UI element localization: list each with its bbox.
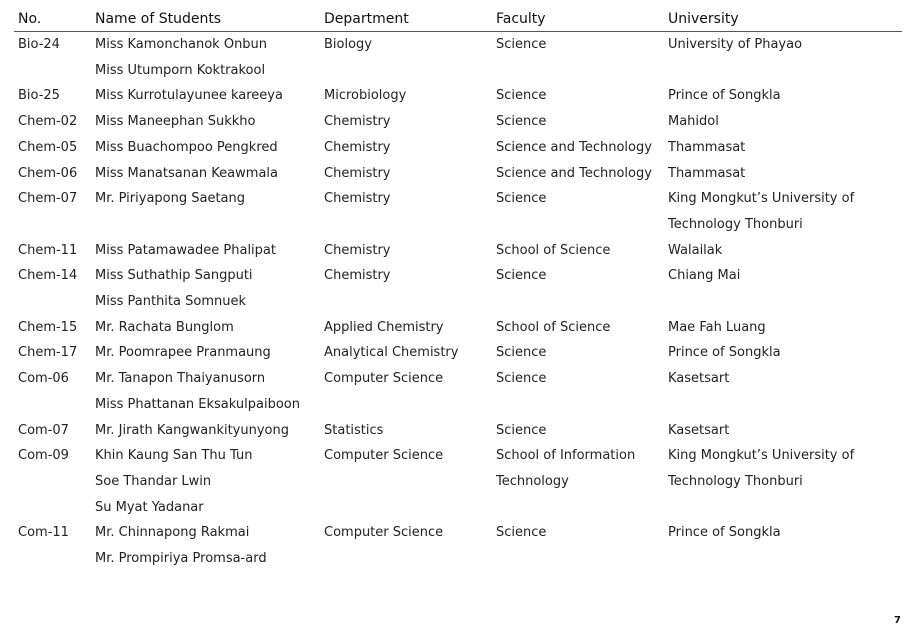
header-name: Name of Students (91, 5, 320, 32)
cell-department: Chemistry (324, 139, 391, 155)
cell-faculty (492, 392, 664, 418)
cell-student-name: Miss Maneephan Sukkho (95, 114, 256, 130)
cell-university: Prince of Songkla (668, 88, 781, 104)
cell-department: Computer Science (324, 448, 444, 464)
cell-university: Mahidol (668, 114, 719, 130)
cell-university (664, 392, 902, 418)
students-table (14, 5, 902, 572)
cell-no: Chem-15 (18, 319, 78, 335)
cell-faculty (492, 546, 664, 572)
table-row (14, 58, 902, 84)
cell-no: Bio-25 (18, 88, 60, 104)
cell-university: Walailak (668, 242, 723, 258)
cell-faculty: Science (496, 268, 547, 284)
cell-student-name (91, 212, 320, 238)
cell-department: Computer Science (324, 525, 444, 541)
cell-student-name: Miss Manatsanan Keawmala (95, 165, 278, 181)
table-row (14, 32, 902, 58)
table-row (14, 443, 902, 469)
cell-department: Chemistry (324, 242, 391, 258)
table-row (14, 263, 902, 289)
cell-university: Mae Fah Luang (668, 319, 766, 335)
cell-department (320, 289, 492, 315)
cell-faculty (492, 58, 664, 84)
table-header-row (14, 5, 902, 32)
cell-faculty: Science and Technology (496, 165, 652, 181)
cell-student-name: Mr. Prompiriya Promsa-ard (95, 551, 267, 567)
cell-university: King Mongkut’s University of (668, 448, 855, 464)
cell-no (14, 58, 91, 84)
header-faculty: Faculty (492, 5, 664, 32)
cell-student-name: Mr. Tanapon Thaiyanusorn (95, 371, 266, 387)
cell-faculty: School of Science (496, 242, 611, 258)
cell-faculty: Science (496, 191, 547, 207)
cell-student-name: Miss Kurrotulayunee kareeya (95, 88, 283, 104)
table-row (14, 520, 902, 546)
cell-faculty (492, 289, 664, 315)
cell-university: Chiang Mai (668, 268, 741, 284)
table-row (14, 289, 902, 315)
table-row (14, 366, 902, 392)
cell-university: University of Phayao (668, 37, 803, 52)
table-row (14, 315, 902, 341)
cell-department (320, 212, 492, 238)
cell-faculty: Science and Technology (496, 139, 652, 155)
cell-faculty: School of Science (496, 319, 611, 335)
cell-university: Technology Thonburi (668, 216, 803, 232)
cell-university: Prince of Songkla (668, 525, 781, 541)
cell-department: Chemistry (324, 191, 391, 207)
table-row (14, 186, 902, 212)
cell-student-name: Khin Kaung San Thu Tun (95, 448, 253, 464)
cell-no: Chem-02 (18, 114, 78, 130)
header-no: No. (14, 5, 91, 32)
cell-student-name: Mr. Poomrapee Pranmaung (95, 345, 271, 361)
cell-department: Chemistry (324, 114, 391, 130)
cell-university: Technology Thonburi (668, 473, 803, 489)
table-row (14, 392, 902, 418)
table-row (14, 340, 902, 366)
cell-student-name: Miss Kamonchanok Onbun (95, 37, 268, 52)
cell-university: King Mongkut’s University of (668, 191, 855, 207)
cell-faculty: Technology (496, 473, 569, 489)
cell-faculty: Science (496, 371, 547, 387)
cell-university: Kasetsart (668, 371, 730, 387)
cell-faculty (492, 495, 664, 521)
cell-no: Com-11 (18, 525, 69, 541)
cell-university (664, 58, 902, 84)
cell-student-name: Miss Suthathip Sangputi (95, 268, 253, 284)
cell-no: Com-06 (18, 371, 69, 387)
cell-no: Chem-05 (18, 139, 78, 155)
cell-student-name: Mr. Rachata Bunglom (95, 319, 234, 335)
cell-student-name: Miss Utumporn Koktrakool (95, 62, 266, 78)
cell-no (14, 495, 91, 521)
cell-student-name: Mr. Piriyapong Saetang (95, 191, 246, 207)
cell-no: Chem-14 (18, 268, 78, 284)
cell-faculty: Science (496, 37, 547, 52)
cell-no (14, 212, 91, 238)
table-row (14, 161, 902, 187)
cell-faculty: Science (496, 525, 547, 541)
table-row (14, 109, 902, 135)
cell-no: Com-09 (18, 448, 69, 464)
cell-student-name: Miss Patamawadee Phalipat (95, 242, 276, 258)
cell-no: Chem-07 (18, 191, 78, 207)
cell-university (664, 289, 902, 315)
header-university: University (664, 5, 902, 32)
cell-department: Chemistry (324, 165, 391, 181)
cell-no (14, 392, 91, 418)
header-department: Department (320, 5, 492, 32)
cell-department: Chemistry (324, 268, 391, 284)
cell-department (320, 58, 492, 84)
cell-faculty: Science (496, 114, 547, 130)
cell-no (14, 289, 91, 315)
cell-department: Applied Chemistry (324, 319, 444, 335)
table-row (14, 238, 902, 264)
cell-department: Microbiology (324, 88, 407, 104)
cell-department: Biology (324, 37, 372, 52)
cell-faculty: School of Information (496, 448, 636, 464)
cell-no (14, 546, 91, 572)
cell-department (320, 469, 492, 495)
table-row (14, 546, 902, 572)
cell-no: Chem-06 (18, 165, 78, 181)
cell-department: Statistics (324, 422, 384, 438)
cell-student-name: Mr. Chinnapong Rakmai (95, 525, 250, 541)
cell-faculty: Science (496, 88, 547, 104)
table-row (14, 418, 902, 444)
cell-faculty: Science (496, 345, 547, 361)
cell-no: Chem-17 (18, 345, 78, 361)
cell-student-name: Su Myat Yadanar (95, 499, 204, 515)
cell-university: Thammasat (668, 165, 746, 181)
table-row (14, 469, 902, 495)
cell-student-name: Mr. Jirath Kangwankityunyong (95, 422, 289, 438)
cell-student-name: Miss Phattanan Eksakulpaiboon (95, 396, 300, 412)
cell-no (14, 469, 91, 495)
cell-department: Computer Science (324, 371, 444, 387)
table-row (14, 135, 902, 161)
cell-university (664, 495, 902, 521)
cell-department (320, 546, 492, 572)
cell-faculty: Science (496, 422, 547, 438)
cell-student-name: Miss Buachompoo Pengkred (95, 139, 278, 155)
cell-no: Com-07 (18, 422, 69, 438)
cell-department (320, 495, 492, 521)
cell-department (320, 392, 492, 418)
cell-no: Chem-11 (18, 242, 78, 258)
cell-university (664, 546, 902, 572)
cell-university: Prince of Songkla (668, 345, 781, 361)
page-number: 7 (894, 615, 901, 626)
cell-university: Thammasat (668, 139, 746, 155)
table-row (14, 212, 902, 238)
cell-university: Kasetsart (668, 422, 730, 438)
cell-student-name: Miss Panthita Somnuek (95, 294, 246, 310)
cell-faculty (492, 212, 664, 238)
table-row (14, 495, 902, 521)
table-body (14, 32, 902, 572)
cell-student-name: Soe Thandar Lwin (95, 473, 212, 489)
table-row (14, 83, 902, 109)
cell-department: Analytical Chemistry (324, 345, 459, 361)
cell-no: Bio-24 (18, 37, 60, 52)
